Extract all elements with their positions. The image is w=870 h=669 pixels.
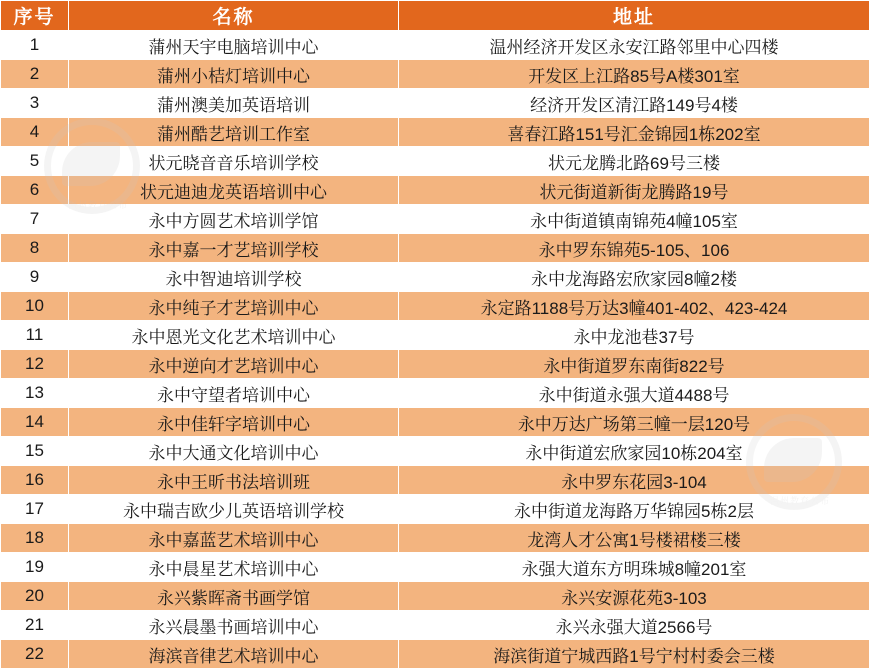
- cell-address: 永中龙海路宏欣家园8幢2楼: [399, 263, 870, 292]
- cell-index: 1: [1, 31, 69, 60]
- cell-index: 5: [1, 147, 69, 176]
- cell-name: 蒲州天宇电脑培训中心: [69, 31, 399, 60]
- cell-address: 喜春江路151号汇金锦园1栋202室: [399, 118, 870, 147]
- table-row: [1, 640, 870, 669]
- table-row: [1, 408, 870, 437]
- table-row: [1, 466, 870, 495]
- table-row: [1, 292, 870, 321]
- cell-index: 7: [1, 205, 69, 234]
- cell-name: 永兴晨墨书画培训中心: [69, 611, 399, 640]
- cell-index: 21: [1, 611, 69, 640]
- table-row: [1, 582, 870, 611]
- cell-address: 永定路1188号万达3幢401-402、423-424: [399, 292, 870, 321]
- cell-name: 海滨音律艺术培训中心: [69, 640, 399, 669]
- cell-address: 永中万达广场第三幢一层120号: [399, 408, 870, 437]
- table-row: [1, 495, 870, 524]
- cell-index: 8: [1, 234, 69, 263]
- cell-address: 永强大道东方明珠城8幢201室: [399, 553, 870, 582]
- table-row: [1, 60, 870, 89]
- cell-address: 永中街道镇南锦苑4幢105室: [399, 205, 870, 234]
- cell-index: 16: [1, 466, 69, 495]
- cell-name: 永中王昕书法培训班: [69, 466, 399, 495]
- cell-name: 永中智迪培训学校: [69, 263, 399, 292]
- cell-index: 14: [1, 408, 69, 437]
- cell-index: 15: [1, 437, 69, 466]
- cell-name: 状元迪迪龙英语培训中心: [69, 176, 399, 205]
- cell-index: 18: [1, 524, 69, 553]
- table-body: [1, 31, 870, 669]
- cell-address: 永兴安源花苑3-103: [399, 582, 870, 611]
- cell-address: 龙湾人才公寓1号楼裙楼三楼: [399, 524, 870, 553]
- cell-index: 12: [1, 350, 69, 379]
- table-row: [1, 553, 870, 582]
- cell-index: 9: [1, 263, 69, 292]
- cell-name: 蒲州澳美加英语培训: [69, 89, 399, 118]
- cell-index: 6: [1, 176, 69, 205]
- cell-address: 温州经济开发区永安江路邻里中心四楼: [399, 31, 870, 60]
- cell-address: 永中龙池巷37号: [399, 321, 870, 350]
- cell-index: 19: [1, 553, 69, 582]
- cell-index: 11: [1, 321, 69, 350]
- cell-name: 永中守望者培训中心: [69, 379, 399, 408]
- column-header-name: 名称: [69, 1, 399, 31]
- cell-address: 经济开发区清江路149号4楼: [399, 89, 870, 118]
- cell-index: 13: [1, 379, 69, 408]
- cell-index: 20: [1, 582, 69, 611]
- table-row: [1, 234, 870, 263]
- table-row: [1, 321, 870, 350]
- table-row: [1, 350, 870, 379]
- cell-name: 永中佳轩字培训中心: [69, 408, 399, 437]
- cell-index: 17: [1, 495, 69, 524]
- cell-name: 永中大通文化培训中心: [69, 437, 399, 466]
- cell-address: 永中街道永强大道4488号: [399, 379, 870, 408]
- table-row: [1, 147, 870, 176]
- table-row: [1, 89, 870, 118]
- table-row: [1, 176, 870, 205]
- cell-name: 永中纯子才艺培训中心: [69, 292, 399, 321]
- cell-name: 永兴紫晖斋书画学馆: [69, 582, 399, 611]
- cell-name: 永中晨星艺术培训中心: [69, 553, 399, 582]
- table-row: [1, 611, 870, 640]
- table-row: [1, 263, 870, 292]
- cell-name: 永中瑞吉欧少儿英语培训学校: [69, 495, 399, 524]
- table-header-row: [1, 1, 870, 31]
- cell-address: 状元龙腾北路69号三楼: [399, 147, 870, 176]
- cell-address: 状元街道新街龙腾路19号: [399, 176, 870, 205]
- cell-address: 海滨街道宁城西路1号宁村村委会三楼: [399, 640, 870, 669]
- cell-name: 状元晓音音乐培训学校: [69, 147, 399, 176]
- table-row: [1, 379, 870, 408]
- cell-index: 22: [1, 640, 69, 669]
- cell-name: 永中嘉蓝艺术培训中心: [69, 524, 399, 553]
- column-header-index: 序号: [1, 1, 69, 31]
- cell-address: 永中街道龙海路万华锦园5栋2层: [399, 495, 870, 524]
- cell-address: 开发区上江路85号A楼301室: [399, 60, 870, 89]
- cell-index: 3: [1, 89, 69, 118]
- cell-index: 4: [1, 118, 69, 147]
- cell-name: 蒲州小桔灯培训中心: [69, 60, 399, 89]
- cell-address: 永中罗东花园3-104: [399, 466, 870, 495]
- column-header-address: 地址: [399, 1, 870, 31]
- table-row: [1, 205, 870, 234]
- cell-name: 永中嘉一才艺培训学校: [69, 234, 399, 263]
- cell-name: 永中恩光文化艺术培训中心: [69, 321, 399, 350]
- table-row: [1, 118, 870, 147]
- cell-address: 永兴永强大道2566号: [399, 611, 870, 640]
- cell-index: 10: [1, 292, 69, 321]
- table-row: [1, 524, 870, 553]
- cell-address: 永中街道罗东南街822号: [399, 350, 870, 379]
- cell-name: 永中方圆艺术培训学馆: [69, 205, 399, 234]
- cell-name: 永中逆向才艺培训中心: [69, 350, 399, 379]
- cell-address: 永中街道宏欣家园10栋204室: [399, 437, 870, 466]
- table-row: [1, 31, 870, 60]
- cell-name: 蒲州酷艺培训工作室: [69, 118, 399, 147]
- cell-address: 永中罗东锦苑5-105、106: [399, 234, 870, 263]
- cell-index: 2: [1, 60, 69, 89]
- table-row: [1, 437, 870, 466]
